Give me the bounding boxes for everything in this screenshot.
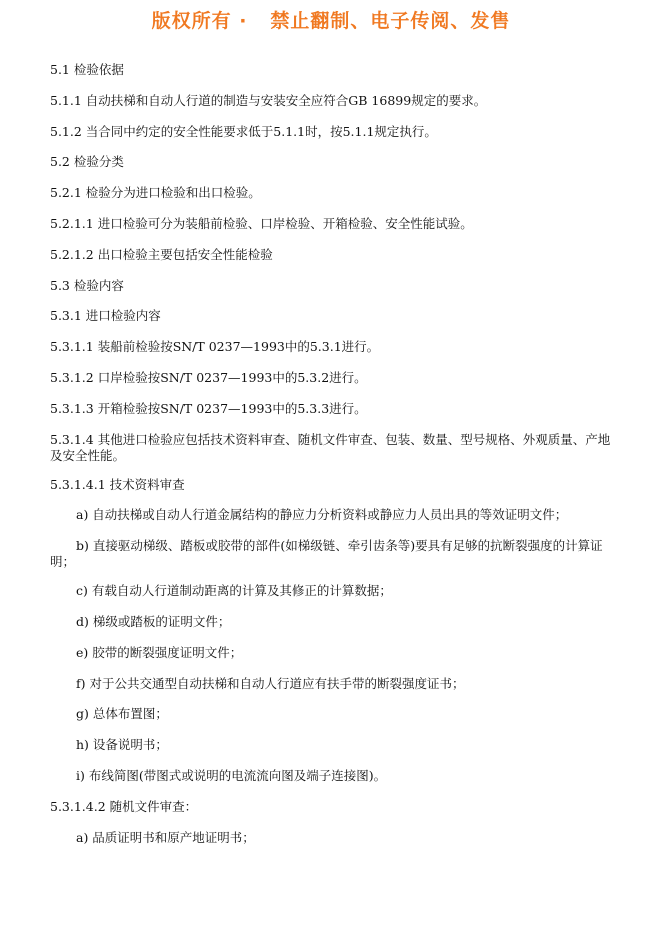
list-item: e) 胶带的断裂强度证明文件； (76, 644, 243, 660)
copyright-banner: 版权所有 · 禁止翻制、电子传阅、发售 (151, 10, 511, 32)
clause-text: 5.2.1.2 出口检验主要包括安全性能检验 (50, 246, 273, 262)
clause-text: 5.2.1 检验分为进口检验和出口检验。 (50, 185, 261, 201)
clause-text: 5.3.1.2 口岸检验按SN/T 0237—1993中的5.3.2进行。 (50, 369, 367, 385)
clause-text: 5.1.1 自动扶梯和自动人行道的制造与安装安全应符合GB 16899规定的要求。 (50, 92, 487, 108)
list-item: d) 梯级或踏板的证明文件； (76, 613, 231, 629)
clause-text: 5.3.1.4 其他进口检验应包括技术资料审查、随机文件审查、包装、数量、型号规格、外观质量、产地及安全性能。 (50, 431, 611, 463)
list-item: a) 品质证明书和原产地证明书； (76, 829, 255, 845)
clause-text: 5.3.1 进口检验内容 (50, 308, 161, 324)
list-item: a) 自动扶梯或自动人行道金属结构的静应力分析资料或静应力人员出具的等效证明文件； (76, 507, 568, 523)
clause-text: 5.1.2 当合同中约定的安全性能要求低于5.1.1时，按5.1.1规定执行。 (50, 123, 437, 139)
document-body (50, 62, 616, 860)
clause-text: 5.3.1.4.2 随机文件审查： (50, 798, 198, 814)
list-item: c) 有载自动人行道制动距离的计算及其修正的计算数据； (76, 583, 392, 599)
list-item: i) 布线简图(带图式或说明的电流流向图及端子连接图)。 (76, 767, 387, 783)
section-heading: 5.1 检验依据 (50, 62, 124, 77)
list-item: g) 总体布置图； (76, 706, 168, 722)
clause-text: 5.2.1.1 进口检验可分为装船前检验、口岸检验、开箱检验、安全性能试验。 (50, 215, 473, 231)
section-heading: 5.3 检验内容 (50, 277, 124, 293)
clause-text: 5.3.1.3 开箱检验按SN/T 0237—1993中的5.3.3进行。 (50, 400, 367, 416)
clause-text: 5.3.1.4.1 技术资料审查 (50, 476, 185, 492)
list-item: f) 对于公共交通型自动扶梯和自动人行道应有扶手带的断裂强度证书； (76, 675, 465, 691)
section-heading: 5.2 检验分类 (50, 154, 124, 170)
clause-text: 5.3.1.1 装船前检验按SN/T 0237—1993中的5.3.1进行。 (50, 339, 380, 355)
list-item: b) 直接驱动梯级、踏板或胶带的部件(如梯级链、牵引齿条等)要具有足够的抗断裂强度的计算证明； (50, 538, 603, 570)
list-item: h) 设备说明书； (76, 737, 168, 753)
